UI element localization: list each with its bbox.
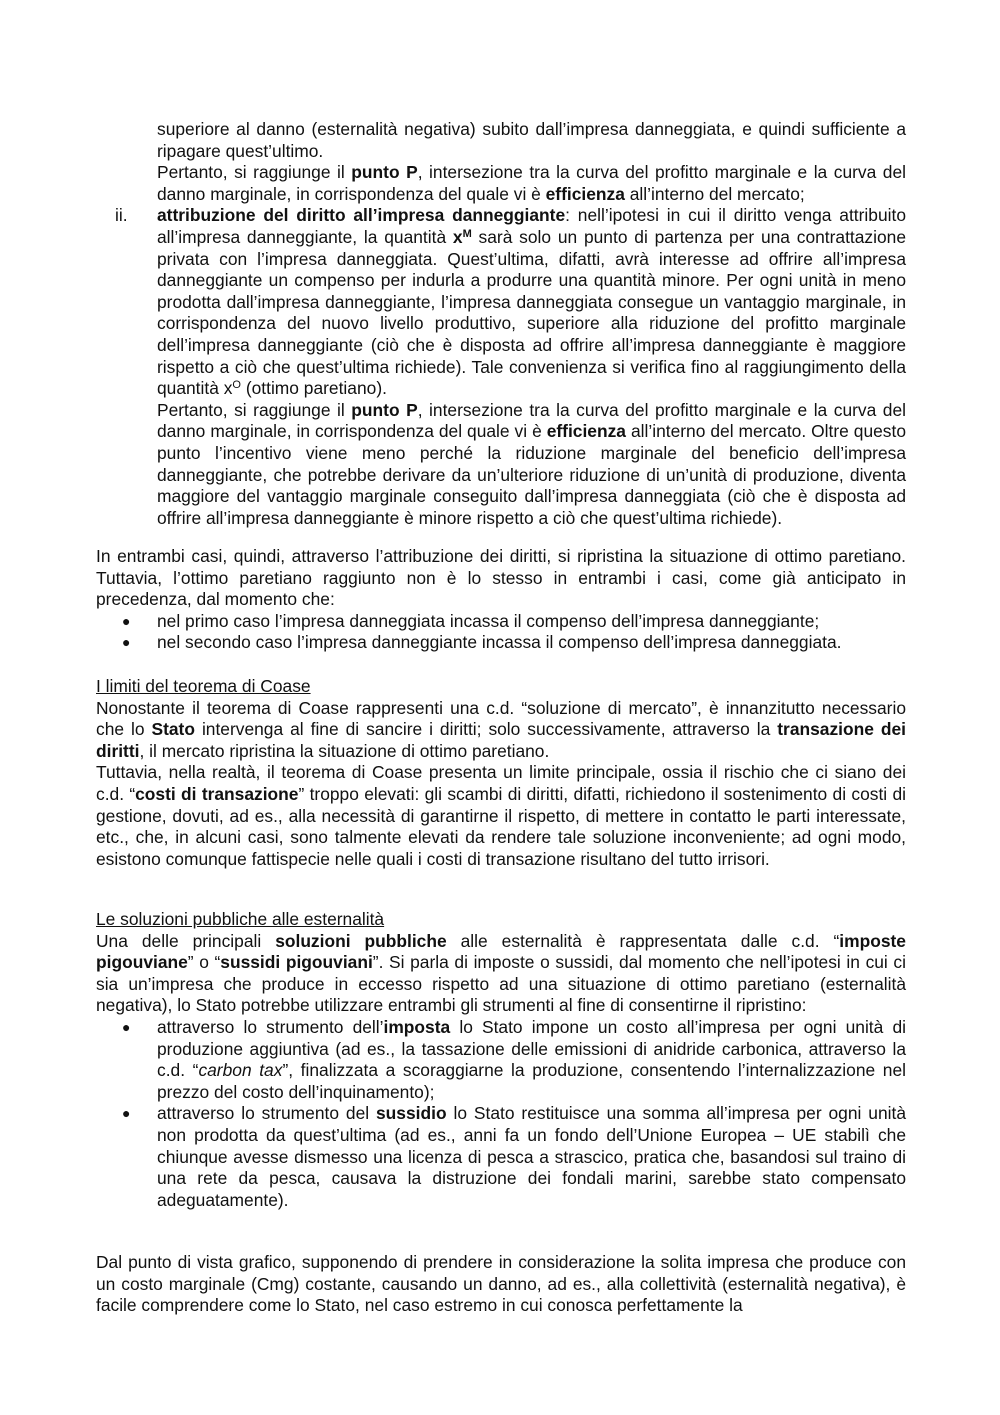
summary-section <box>96 546 906 654</box>
bullet-icon: ● <box>122 612 131 629</box>
paragraph-continuation: superiore al danno (esternalità negativa) subito dall’impresa danneggiata, e quindi sufficiente a ripagare quest’ultimo. <box>157 119 906 161</box>
bold-efficienza: efficienza <box>546 421 626 442</box>
bold-imposta: imposta <box>383 1016 451 1037</box>
paragraph-final: Dal punto di vista grafico, supponendo di prendere in considerazione la solita impresa che produce con un costo marginale (Cmg) costante, causando un danno, ad es., alla collettività (esternalità negativa), è facile comprendere come lo Stato, nel caso estremo in cui conosca perfettamente la <box>96 1252 906 1316</box>
final-section <box>96 1252 906 1317</box>
summary-bullets <box>96 611 906 654</box>
paragraph-punto-p-1: Pertanto, si raggiunge il punto P, intersezione tra la curva del profitto marginale e la curva del danno marginale, in corrispondenza del quale vi è efficienza all’interno del mercato; <box>157 162 906 204</box>
bold-imposte: imposte pigouviane <box>96 930 906 973</box>
list-item: ● nel secondo caso l’impresa danneggiante incassa il compenso dell’impresa danneggiata. <box>122 632 842 653</box>
bold-lead: attribuzione del diritto all’impresa danneggiante <box>157 205 566 226</box>
bullet-icon: ● <box>122 1105 131 1122</box>
paragraph-punto-p-2: Pertanto, si raggiunge il punto P, intersezione tra la curva del profitto marginale e la curva del danno marginale, in corrispondenza del quale vi è efficienza all’interno del mercato. Oltre questo punto l’incentivo viene meno perché la riduzione marginale del beneficio dell’impresa danneggiante, che potrebbe derivare da un’ulteriore riduzione di un’unità di produzione, diventa maggiore del vantaggio marginale conseguito dall’impresa danneggiata (ciò che è disposta ad offrire all’impresa danneggiante è minore rispetto a ciò che quest’ultima richiede). <box>157 399 907 528</box>
roman-list <box>96 205 906 529</box>
bold-transazione: transazione dei diritti <box>96 719 906 761</box>
bold-costi-transazione: costi di transazione <box>135 783 299 804</box>
public-bullets <box>96 1017 906 1211</box>
paragraph-summary: In entrambi casi, quindi, attraverso l’attribuzione dei diritti, si ripristina la situazione di ottimo paretiano. Tuttavia, l’ottimo paretiano raggiunto non è lo stesso in entrambi i casi, come già anticipato in precedenza, dal momento che: <box>96 546 906 610</box>
bold-punto-p: punto P <box>351 399 418 420</box>
quantity-xo: $x^O$ <box>223 378 241 399</box>
bold-sussidi: sussidi pigouviani <box>220 952 373 973</box>
paragraph-limits-1: Nonostante il teorema di Coase rappresenti una c.d. “soluzione di mercato”, è innanzitutto necessario che lo Stato intervenga al fine di sancire i diritti; solo successivamente, attraverso la transazione dei diritti, il mercato ripristina la situazione di ottimo paretiano. <box>96 697 906 761</box>
paragraph-item-ii: attribuzione del diritto all’impresa danneggiante: nell’ipotesi in cui il diritto venga attribuito all’impresa danneggiante, la quantità $x^M$ sarà solo un punto di partenza per una contrattazione privata con l’impresa danneggiata. Quest’ultima, difatti, avrà interesse ad offrire all’impresa danneggiante un compenso per indurla a produrre una quantità minore. Per ogni unità in meno prodotta dall’impresa danneggiante, l’impresa danneggiata consegue un vantaggio marginale, in corrispondenza del nuovo livello produttivo, superiore alla riduzione del profitto marginale dell’impresa danneggiante (ciò che è disposta ad offrire all’impresa danneggiante è maggiore rispetto a ciò che quest’ultima richiede). Tale convenienza si verifica fino al raggiungimento della quantità $x^O$ (ottimo paretiano). <box>157 205 906 399</box>
section-heading: I limiti del teorema di Coase <box>96 676 311 696</box>
quantity-xm: $x^M$ <box>452 226 472 247</box>
paragraph-public: Una delle principali soluzioni pubbliche alle esternalità è rappresentata dalle c.d. “imposte pigouviane” o “sussidi pigouviani”. Si parla di imposte o sussidi, dal momento che nell’ipotesi in cui ci sia un’impresa che produce in eccesso rispetto ad una situazione di ottimo paretiano (esternalità negativa), lo Stato potrebbe utilizzare entrambi gli strumenti al fine di consentirne il ripristino: <box>96 930 906 1016</box>
bold-efficienza: efficienza <box>545 183 625 204</box>
italic-carbon-tax: carbon tax <box>198 1060 283 1081</box>
bold-punto-p: punto P <box>351 162 418 183</box>
list-marker: ii. <box>115 205 128 226</box>
list-item: ● attraverso lo strumento del sussidio lo Stato restituisce una somma all’impresa per ogni unità non prodotta da quest’ultima (ad es., anni fa un fondo dell’Unione Europea – UE stabilì che chiunque avesse dismesso una licenza di pesca a strascico, pratica che, basandosi sul traino di una rete da pesca, causava la distruzione dei fondali marini, sarebbe stato compensato adeguatamente). <box>122 1103 907 1210</box>
bold-soluzioni: soluzioni pubbliche <box>275 930 447 951</box>
bold-stato: Stato <box>151 719 195 740</box>
paragraph-limits-2: Tuttavia, nella realtà, il teorema di Coase presenta un limite principale, ossia il rischio che ci siano dei c.d. “costi di transazione” troppo elevati: gli scambi di diritti, difatti, richiedono il sostenimento di costi di gestione, dovuti, ad es., alla necessità di garantirne il rispetto, di mettere in contatto le parti interessate, etc., che, in alcuni casi, sono talmente elevati da rendere tale soluzione inconveniente; ad ogni modo, esistono comunque fattispecie nelle quali i costi di transazione risultano del tutto irrisori. <box>96 762 906 869</box>
list-item: ● nel primo caso l’impresa danneggiata incassa il compenso dell’impresa danneggiante; <box>122 610 820 631</box>
section-heading: Le soluzioni pubbliche alle esternalità <box>96 909 385 929</box>
bullet-icon: ● <box>122 1018 131 1035</box>
top-continuation <box>96 119 906 529</box>
limits-section <box>96 676 906 870</box>
list-item-ii <box>96 205 906 529</box>
bullet-icon: ● <box>122 634 131 651</box>
bold-sussidio: sussidio <box>376 1103 447 1124</box>
public-solutions-section <box>96 909 906 1211</box>
list-item: ● attraverso lo strumento dell’imposta lo Stato impone un costo all’impresa per ogni unità di produzione aggiuntiva (ad es., la tassazione delle emissioni di anidride carbonica, attraverso la c.d. “carbon tax”, finalizzata a scoraggiarne la produzione, consentendo l’internalizzazione nel prezzo del costo dell’inquinamento); <box>122 1016 906 1102</box>
